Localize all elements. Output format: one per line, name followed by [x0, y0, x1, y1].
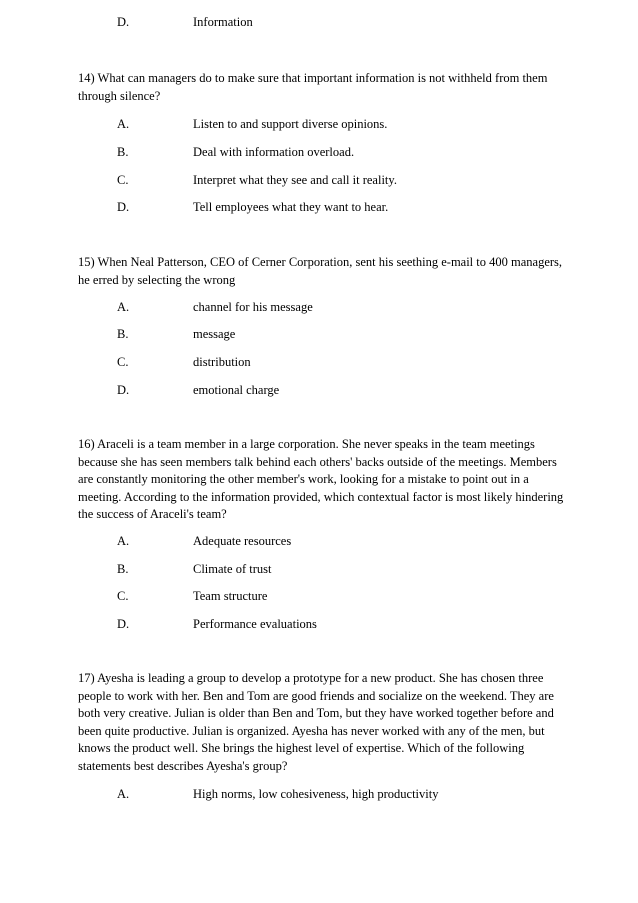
option-text: Listen to and support diverse opinions.: [193, 117, 388, 131]
option-text: message: [193, 327, 236, 341]
option-text: distribution: [193, 355, 251, 369]
option-text: High norms, low cohesiveness, high productivity: [193, 787, 439, 801]
option-text: Team structure: [193, 589, 268, 603]
option-letter: A.: [117, 787, 130, 801]
option-letter: B.: [117, 145, 129, 159]
option-letter: D.: [117, 15, 130, 29]
option-text: Climate of trust: [193, 562, 272, 576]
question-17: 17) Ayesha is leading a group to develop a prototype for a new product. She has chosen three people to work with her. Ben and Tom are good friends and socialize on the weekend. They are both very creative. Julian is older than Ben and Tom, but they have worked together before and been quite productive. Julian is organized. Ayesha has never worked with any of the men, but knows the product well. She brings the highest level of expertise. Which of the following statements best describes Ayesha's group?: [78, 671, 554, 773]
option-letter: C.: [117, 589, 129, 603]
option-letter: C.: [117, 173, 129, 187]
question-15: 15) When Neal Patterson, CEO of Cerner Corporation, sent his seething e-mail to 400 managers, he erred by selecting the wrong: [78, 255, 563, 287]
option-letter: D.: [117, 383, 130, 397]
option-letter: D.: [117, 617, 130, 631]
option-letter: C.: [117, 355, 129, 369]
option-text: Tell employees what they want to hear.: [193, 200, 389, 214]
option-text: channel for his message: [193, 300, 313, 314]
option-text: Information: [193, 15, 253, 29]
question-14: 14) What can managers do to make sure that important information is not withheld from them through silence?: [78, 71, 548, 103]
option-letter: A.: [117, 300, 130, 314]
option-text: Interpret what they see and call it reality.: [193, 173, 397, 187]
question-16: 16) Araceli is a team member in a large corporation. She never speaks in the team meetings because she has seen members talk behind each others' backs outside of the meetings. Members are constantly monitoring the other member's work, looking for a mistake to point out in a meeting. According to the information provided, which contextual factor is most likely hindering the success of Araceli's team?: [78, 437, 564, 522]
option-text: Deal with information overload.: [193, 145, 355, 159]
option-letter: D.: [117, 200, 130, 214]
option-text: Performance evaluations: [193, 617, 317, 631]
option-letter: A.: [117, 534, 130, 548]
option-letter: B.: [117, 562, 129, 576]
option-text: emotional charge: [193, 383, 280, 397]
option-letter: B.: [117, 327, 129, 341]
option-text: Adequate resources: [193, 534, 292, 548]
option-letter: A.: [117, 117, 130, 131]
